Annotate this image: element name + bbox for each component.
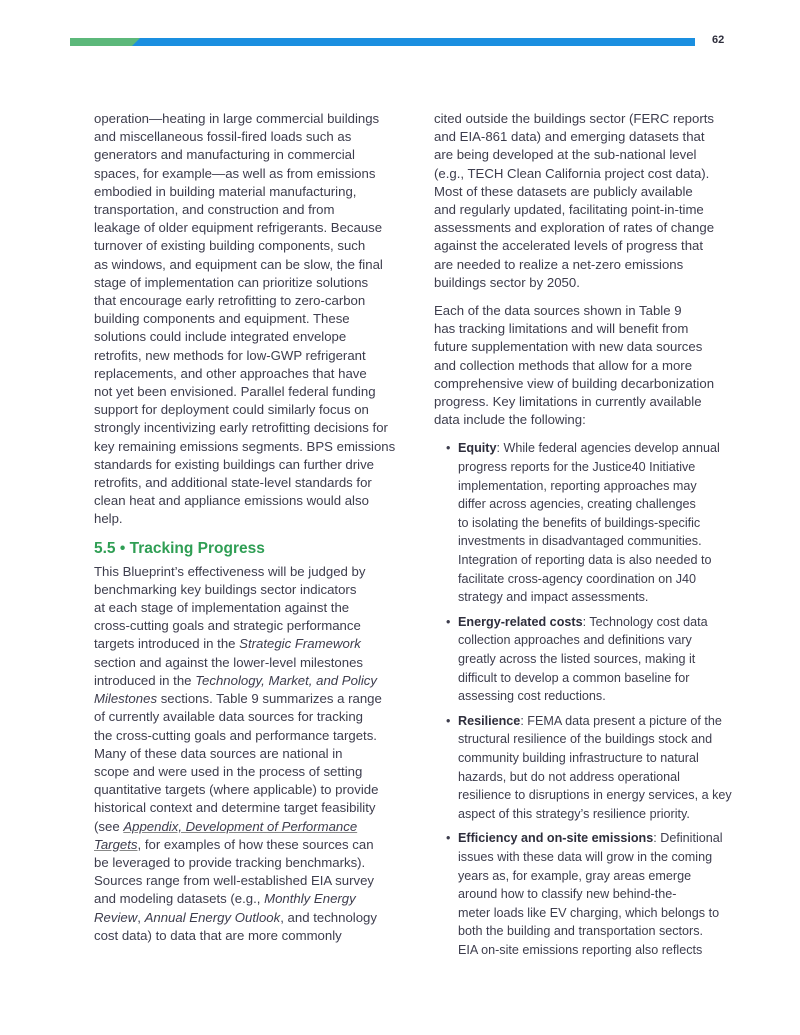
bullet-icon: • bbox=[446, 713, 451, 728]
text-line: solutions could include integrated envelope bbox=[94, 329, 347, 345]
text-line: community building infrastructure to natural bbox=[458, 750, 699, 765]
text-line: key remaining emissions segments. BPS emissions bbox=[94, 438, 396, 454]
text-line: strategy and impact assessments. bbox=[458, 590, 649, 605]
text-line: differ across agencies, creating challenges bbox=[458, 497, 696, 512]
list-item-resilience bbox=[434, 712, 758, 824]
text-line: cited outside the buildings sector (FERC reports bbox=[434, 111, 714, 126]
text-line: as windows, and equipment can be slow, the final bbox=[94, 256, 383, 272]
text-line: retrofits, and additional state-level standards for bbox=[94, 475, 372, 491]
limitations-list bbox=[434, 439, 758, 959]
text-run: , bbox=[137, 909, 145, 925]
text-line: progress. Key limitations in currently available bbox=[434, 394, 702, 410]
text-line: and miscellaneous fossil-fired loads such as bbox=[94, 129, 352, 145]
body-paragraph bbox=[434, 110, 758, 292]
text-line: both the building and transportation sectors. bbox=[458, 924, 704, 939]
text-line: and collection methods that allow for a more bbox=[434, 357, 693, 373]
text-line: issues with these data will grow in the coming bbox=[458, 849, 713, 864]
italic-reference: Monthly Energy bbox=[264, 891, 356, 907]
text-line: future supplementation with new data sources bbox=[434, 339, 703, 355]
text-run: introduced in the bbox=[94, 672, 196, 688]
text-line: cross-cutting goals and strategic performance bbox=[94, 618, 361, 634]
text-line: benchmarking key buildings sector indicators bbox=[94, 581, 357, 597]
text-line: meter loads like EV charging, which belongs to bbox=[458, 905, 720, 920]
text-line: section and against the lower-level milestones bbox=[94, 654, 364, 670]
italic-reference: Review bbox=[94, 909, 138, 925]
text-line: building components and equipment. These bbox=[94, 311, 350, 327]
text-run: : While federal agencies develop annual bbox=[496, 441, 720, 456]
text-line bbox=[94, 890, 416, 908]
text-line bbox=[94, 635, 416, 653]
text-line: generators and manufacturing in commercial bbox=[94, 147, 355, 163]
text-line: Many of these data sources are national in bbox=[94, 745, 343, 761]
text-line: hazards, but do not address operational bbox=[458, 769, 680, 784]
text-line: structural resilience of the buildings stock and bbox=[458, 732, 713, 747]
header-bar-blue-segment bbox=[132, 38, 695, 46]
bullet-icon: • bbox=[446, 614, 451, 629]
list-item-equity bbox=[434, 439, 758, 606]
text-line bbox=[94, 672, 416, 690]
text-run: : Technology cost data bbox=[582, 614, 708, 629]
text-line: standards for existing buildings can further drive bbox=[94, 456, 375, 472]
text-line: replacements, and other approaches that have bbox=[94, 365, 367, 381]
text-line bbox=[458, 439, 758, 458]
text-line: not yet been envisioned. Parallel federal funding bbox=[94, 384, 376, 400]
text-line: cost data) to data that are more commonly bbox=[94, 927, 342, 943]
page-number: 62 bbox=[712, 34, 725, 46]
text-line: years as, for example, gray areas emerge bbox=[458, 868, 692, 883]
text-line: aspect of this strategy’s resilience priority. bbox=[458, 806, 690, 821]
bullet-icon: • bbox=[446, 831, 451, 846]
text-run: and modeling datasets (e.g., bbox=[94, 891, 265, 907]
text-line: comprehensive view of building decarbonization bbox=[434, 375, 715, 391]
text-line: stage of implementation can prioritize solutions bbox=[94, 274, 369, 290]
text-line: facilitate cross-agency coordination on J40 bbox=[458, 571, 697, 586]
text-line: and EIA-861 data) and emerging datasets that bbox=[434, 129, 705, 145]
text-line: embodied in building material manufacturing, bbox=[94, 183, 357, 199]
text-line: assessing cost reductions. bbox=[458, 689, 606, 704]
text-run: , and technology bbox=[280, 909, 377, 925]
text-line: difficult to develop a common baseline for bbox=[458, 670, 690, 685]
text-line: buildings sector by 2050. bbox=[434, 274, 580, 290]
text-line: greatly across the listed sources, making it bbox=[458, 651, 696, 666]
bullet-term: Equity bbox=[458, 441, 497, 456]
text-line: investments in disadvantaged communities. bbox=[458, 534, 702, 549]
appendix-link[interactable]: Appendix, Development of Performance bbox=[123, 818, 358, 834]
text-line: resilience to disruptions in energy services, a key bbox=[458, 788, 732, 803]
text-line: support for deployment could similarly focus on bbox=[94, 402, 369, 418]
bullet-term: Resilience bbox=[458, 713, 521, 728]
bullet-term: Efficiency and on-site emissions bbox=[458, 831, 654, 846]
text-line: around how to classify new behind-the- bbox=[458, 887, 677, 902]
text-line: at each stage of implementation against the bbox=[94, 600, 350, 616]
text-line: spaces, for example—as well as from emissions bbox=[94, 165, 376, 181]
text-line: transportation, and construction and from bbox=[94, 202, 335, 218]
list-item-energy-related-costs bbox=[434, 613, 758, 706]
text-line: Most of these datasets are publicly available bbox=[434, 183, 693, 199]
text-line bbox=[458, 613, 758, 632]
text-run: : FEMA data present a picture of the bbox=[520, 713, 722, 728]
text-line: (e.g., TECH Clean California project cost data). bbox=[434, 165, 710, 181]
text-line bbox=[94, 836, 416, 854]
text-line: Sources range from well-established EIA survey bbox=[94, 873, 374, 889]
text-run: targets introduced in the bbox=[94, 636, 240, 652]
right-column bbox=[434, 110, 758, 965]
text-line: has tracking limitations and will benefit from bbox=[434, 321, 689, 337]
italic-reference: Annual Energy Outlook bbox=[144, 909, 281, 925]
text-line: data include the following: bbox=[434, 412, 586, 428]
text-line: implementation, reporting approaches may bbox=[458, 478, 697, 493]
text-line: scope and were used in the process of setting bbox=[94, 763, 363, 779]
text-line: strongly incentivizing early retrofitting decisions for bbox=[94, 420, 388, 436]
text-run: (see bbox=[94, 818, 124, 834]
text-line bbox=[94, 909, 416, 927]
text-line: historical context and determine target feasibility bbox=[94, 800, 376, 816]
text-line: This Blueprint’s effectiveness will be judged by bbox=[94, 563, 366, 579]
header-bar-green-segment bbox=[70, 38, 140, 46]
text-line: quantitative targets (where applicable) to provide bbox=[94, 782, 379, 798]
text-line: clean heat and appliance emissions would also bbox=[94, 493, 369, 509]
bullet-icon: • bbox=[446, 441, 451, 456]
bullet-term: Energy-related costs bbox=[458, 614, 583, 629]
text-run: , for examples of how these sources can bbox=[137, 836, 374, 852]
text-line bbox=[94, 690, 416, 708]
header-accent-bar bbox=[70, 38, 695, 46]
text-line: EIA on-site emissions reporting also reflects bbox=[458, 942, 703, 957]
appendix-link-continued[interactable]: Targets bbox=[94, 836, 138, 852]
text-line bbox=[458, 712, 758, 731]
body-paragraph bbox=[94, 110, 416, 529]
text-line: and regularly updated, facilitating point-in-time bbox=[434, 202, 704, 218]
text-line: leakage of older equipment refrigerants. Because bbox=[94, 220, 383, 236]
text-line: that encourage early retrofitting to zero-carbon bbox=[94, 293, 366, 309]
text-line: be leveraged to provide tracking benchmarks). bbox=[94, 854, 366, 870]
text-run: : Definitional bbox=[653, 831, 723, 846]
list-item-efficiency-on-site-emissions bbox=[434, 829, 758, 959]
text-line: turnover of existing building components, such bbox=[94, 238, 366, 254]
text-line: retrofits, new methods for low-GWP refrigerant bbox=[94, 347, 366, 363]
text-line: are being developed at the sub-national level bbox=[434, 147, 697, 163]
text-line: are needed to realize a net-zero emissions bbox=[434, 256, 684, 272]
text-line: progress reports for the Justice40 Initiative bbox=[458, 460, 696, 475]
text-line bbox=[458, 829, 758, 848]
body-paragraph bbox=[434, 302, 758, 429]
text-line bbox=[94, 818, 416, 836]
text-line: the cross-cutting goals and performance targets. bbox=[94, 727, 377, 743]
text-line: collection approaches and definitions vary bbox=[458, 633, 692, 648]
text-line: against the accelerated levels of progress that bbox=[434, 238, 704, 254]
text-line: of currently available data sources for tracking bbox=[94, 709, 364, 725]
italic-reference: Milestones bbox=[94, 691, 158, 707]
text-line: to isolating the benefits of buildings-specific bbox=[458, 515, 701, 530]
italic-reference: Technology, Market, and Policy bbox=[195, 672, 377, 688]
text-line: operation—heating in large commercial buildings bbox=[94, 111, 380, 126]
italic-reference: Strategic Framework bbox=[239, 636, 361, 652]
text-line: Integration of reporting data is also needed to bbox=[458, 553, 712, 568]
text-line: help. bbox=[94, 511, 123, 527]
text-line: Each of the data sources shown in Table 9 bbox=[434, 303, 682, 319]
text-run: sections. Table 9 summarizes a range bbox=[157, 691, 382, 707]
text-line: assessments and exploration of rates of change bbox=[434, 220, 715, 236]
section-heading-tracking-progress: 5.5 • Tracking Progress bbox=[94, 539, 265, 557]
body-paragraph bbox=[94, 563, 416, 945]
left-column bbox=[94, 110, 416, 955]
